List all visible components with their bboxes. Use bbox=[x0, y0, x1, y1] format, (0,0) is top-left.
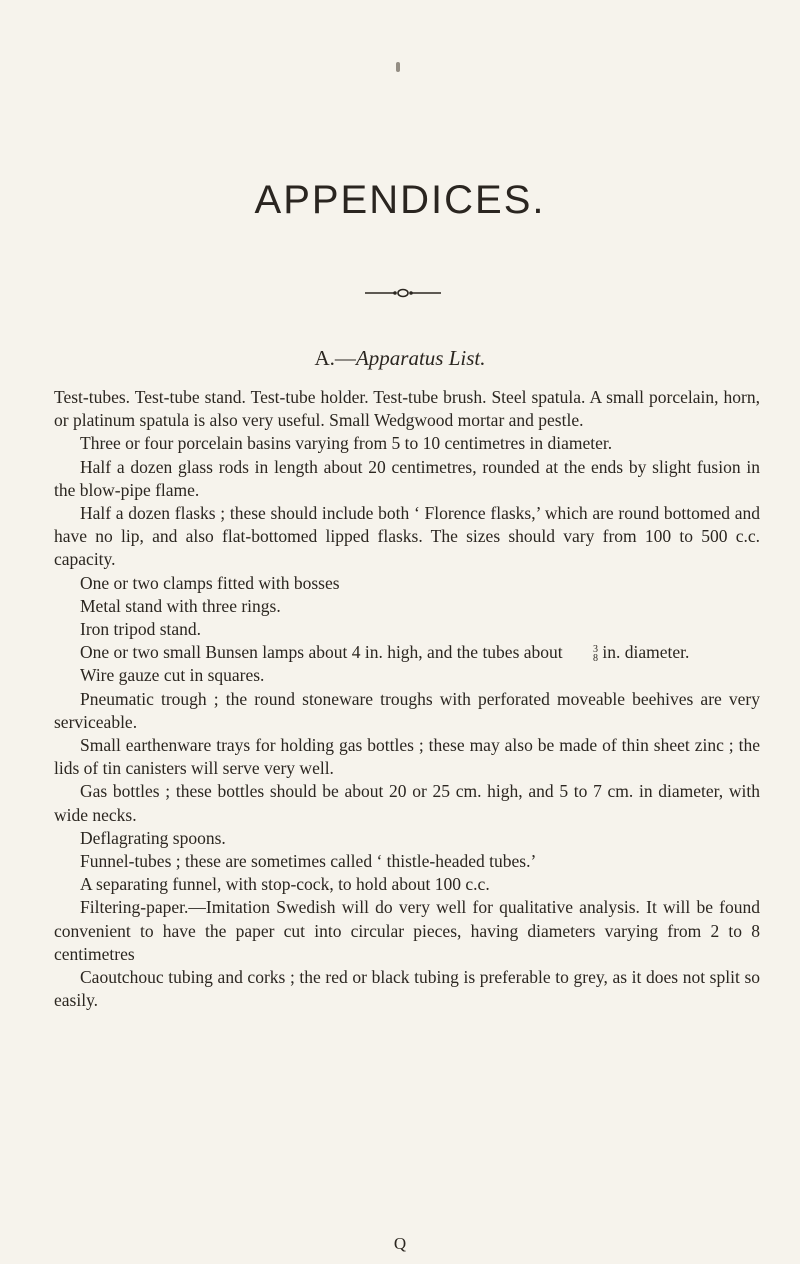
list-item: Iron tripod stand. bbox=[80, 619, 202, 640]
stray-ink-mark bbox=[396, 62, 400, 72]
apparatus-list bbox=[54, 386, 760, 1012]
list-item: Caoutchouc tubing and corks ; the red or black tubing is preferable to grey, as it does not split so easily. bbox=[54, 967, 760, 1011]
list-item: A separating funnel, with stop-cock, to hold about 100 c.c. bbox=[80, 874, 490, 895]
list-item-bunsen bbox=[54, 641, 760, 664]
section-title-text: Apparatus List. bbox=[355, 346, 486, 370]
list-item: Half a dozen flasks ; these should include both ‘ Florence flasks,’ which are round bottomed and have no lip, and also flat-bottomed lipped flasks. The sizes should vary from 100 to 500 c.c. capacity. bbox=[54, 503, 760, 570]
list-item: Gas bottles ; these bottles should be about 20 or 25 cm. high, and 5 to 7 cm. in diameter, with wide necks. bbox=[54, 781, 760, 825]
list-item: Wire gauze cut in squares. bbox=[80, 665, 265, 686]
fraction bbox=[567, 645, 598, 663]
list-item: Pneumatic trough ; the round stoneware troughs with perforated moveable beehives are very serviceable. bbox=[54, 688, 760, 732]
section-prefix: A.— bbox=[314, 346, 356, 370]
list-item: Filtering-paper.—Imitation Swedish will do very well for qualitative analysis. It will be found convenient to have the paper cut into circular pieces, having diameters varying from 2 to 8 centimetres bbox=[54, 897, 760, 964]
bunsen-text-after: in. diameter. bbox=[602, 642, 690, 663]
signature-mark: Q bbox=[393, 1234, 407, 1253]
list-item: Small earthenware trays for holding gas bottles ; these may also be made of thin sheet zinc ; the lids of tin canisters will serve very well. bbox=[54, 735, 760, 779]
list-item: Half a dozen glass rods in length about 20 centimetres, rounded at the ends by slight fusion in the blow-pipe flame. bbox=[54, 456, 760, 500]
list-item: Deflagrating spoons. bbox=[80, 827, 226, 848]
list-item: Funnel-tubes ; these are sometimes called ‘ thistle-headed tubes.’ bbox=[80, 851, 537, 872]
list-item: Metal stand with three rings. bbox=[80, 595, 281, 616]
list-item: Three or four porcelain basins varying from 5 to 10 centimetres in diameter. bbox=[80, 433, 613, 454]
fraction-denominator: 8 bbox=[593, 653, 599, 665]
bunsen-text-before: One or two small Bunsen lamps about 4 in. high, and the tubes about bbox=[80, 642, 563, 663]
page-heading: APPENDICES. bbox=[254, 178, 546, 222]
fraction-numerator: 3 bbox=[593, 644, 599, 656]
list-item: Test-tubes. Test-tube stand. Test-tube holder. Test-tube brush. Steel spatula. A small porcelain, horn, or platinum spatula is also very useful. Small Wedgwood mortar and pestle. bbox=[54, 387, 760, 431]
list-item: One or two clamps fitted with bosses bbox=[80, 572, 340, 593]
ornament-divider bbox=[365, 288, 441, 298]
section-title bbox=[0, 346, 800, 371]
